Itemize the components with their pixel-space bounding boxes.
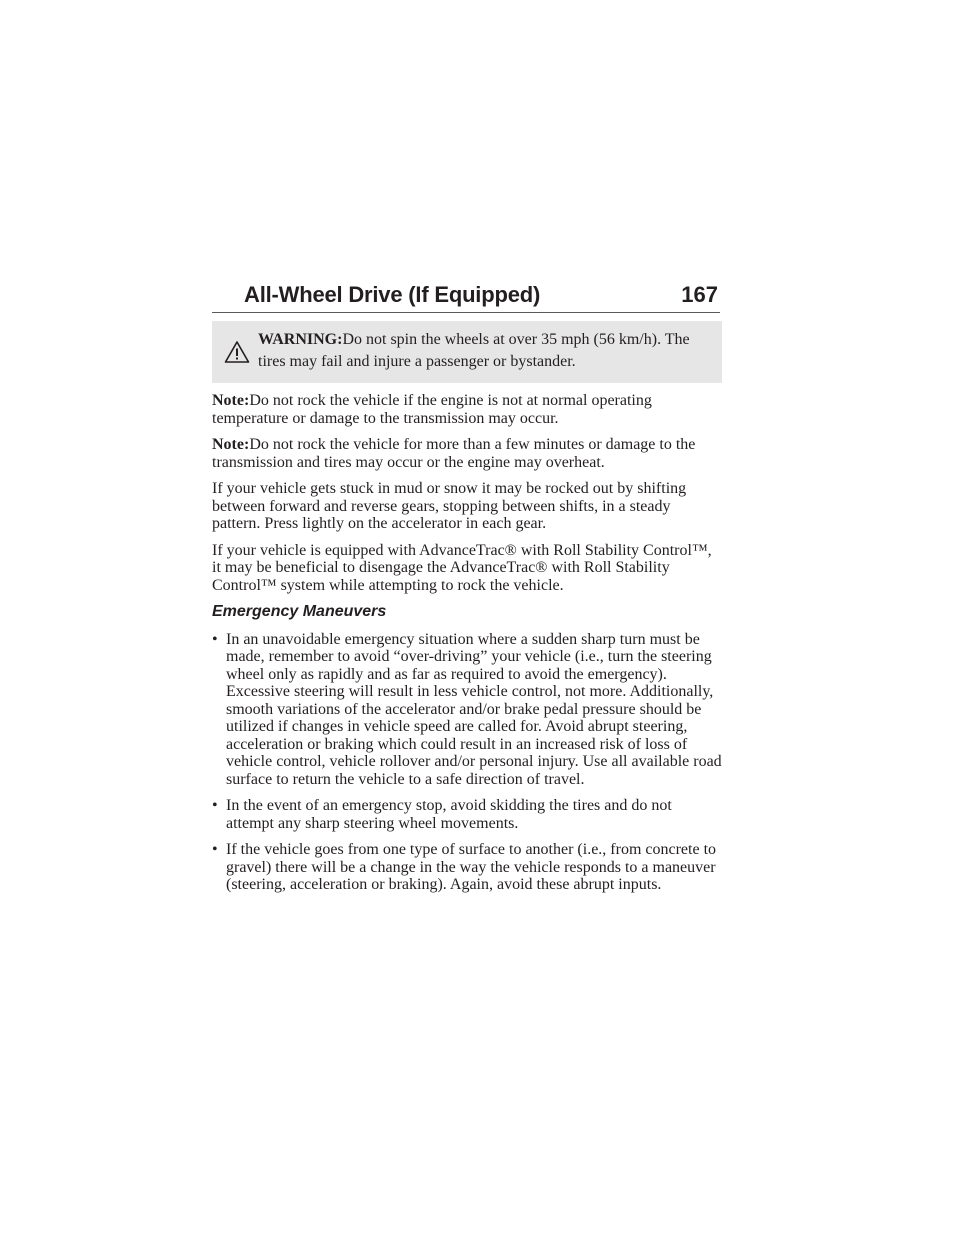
warning-label: WARNING:: [258, 331, 343, 348]
note-paragraph: [212, 436, 722, 471]
bullet-glyph: •: [212, 630, 218, 648]
warning-body: Do not spin the wheels at over 35 mph (56 km/h). The tires may fail and injure a passenger or bystander.: [258, 331, 690, 370]
list-item-text: If the vehicle goes from one type of surface to another (i.e., from concrete to gravel) there will be a change in the way the vehicle responds to a maneuver (steering, acceleration or braking). Again, avoid these abrupt inputs.: [226, 841, 717, 893]
warning-text: [258, 329, 714, 372]
section-heading: Emergency Maneuvers: [212, 603, 387, 620]
note-paragraph: [212, 392, 722, 427]
warning-box: [212, 321, 722, 383]
page-number: 167: [681, 282, 718, 307]
warning-triangle-icon: [224, 340, 250, 364]
note-label: Note:: [212, 436, 250, 453]
note-text: Do not rock the vehicle if the engine is not at normal operating temperature or damage to the transmission may occur.: [212, 392, 652, 427]
bullet-glyph: •: [212, 841, 218, 858]
bullet-glyph: •: [212, 797, 218, 814]
list-item: [212, 631, 722, 789]
list-item: [212, 841, 722, 894]
body-paragraph: If your vehicle is equipped with AdvanceTrac® with Roll Stability Control™, it may be beneficial to disengage the AdvanceTrac® with Roll Stability Control™ system while attempting to rock the vehicle.: [212, 541, 712, 594]
note-label: Note:: [212, 392, 250, 409]
bullet-list: [212, 631, 722, 894]
body-paragraph: If your vehicle gets stuck in mud or snow it may be rocked out by shifting between forward and reverse gears, stopping between shifts, in a steady pattern. Press lightly on the accelerator in each gear.: [212, 480, 687, 532]
page-content: [212, 321, 722, 903]
list-item-text: In the event of an emergency stop, avoid skidding the tires and do not attempt any sharp steering wheel movements.: [226, 797, 672, 832]
chapter-title: All-Wheel Drive (If Equipped): [244, 282, 541, 307]
note-text: Do not rock the vehicle for more than a few minutes or damage to the transmission and tires may occur or the engine may overheat.: [212, 436, 696, 471]
page-header: [212, 282, 720, 313]
list-item: [212, 797, 722, 832]
list-item-text: In an unavoidable emergency situation where a sudden sharp turn must be made, remember to avoid “over-driving” your vehicle (i.e., turn the steering wheel only as rapidly and as far as required to avoid the emergency). Excessive steering will result in less vehicle control, not more. Additionally, smooth variations of the accelerator and/or brake pedal pressure should be utilized if changes in vehicle speed are called for. Avoid abrupt steering, acceleration or braking which could result in an increased risk of loss of vehicle control, vehicle rollover and/or personal injury. Use all available road surface to return the vehicle to a safe direction of travel.: [226, 630, 722, 788]
